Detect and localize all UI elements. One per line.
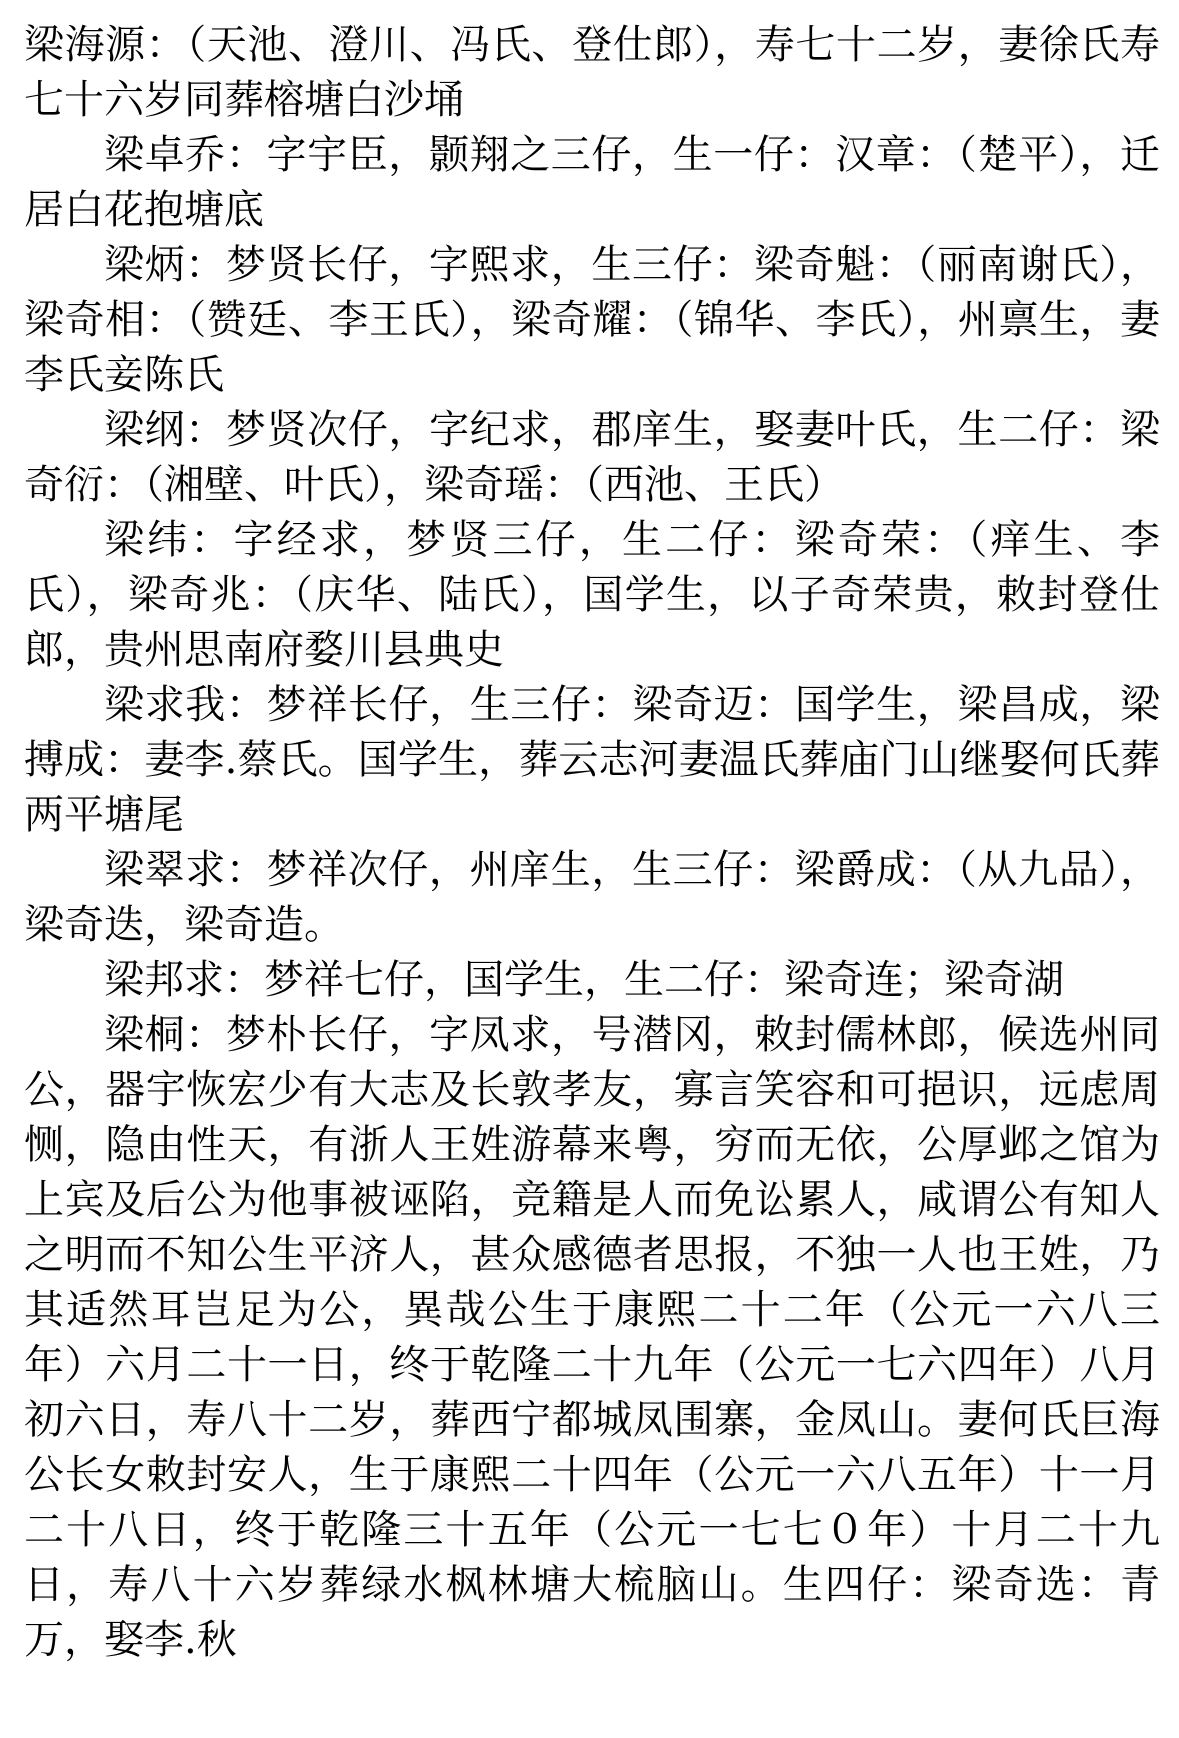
genealogy-entry-liang-gang: 梁纲：梦贤次仔，字纪求，郡庠生，娶妻叶氏，生二仔：梁奇衍：（湘壁、叶氏），梁奇瑶：（西池、王氏）: [24, 407, 1160, 508]
genealogy-entry-liang-bing: 梁炳：梦贤长仔，字熙求，生三仔：梁奇魁：（丽南谢氏），梁奇相：（赞廷、李王氏），梁奇耀：（锦华、李氏），州禀生，妻李氏妾陈氏: [24, 242, 1160, 398]
genealogy-entry-liang-bangqiu: 梁邦求：梦祥七仔，国学生，生二仔：梁奇连；梁奇湖: [104, 957, 1064, 1003]
genealogy-entry-liang-qiuwo: 梁求我：梦祥长仔，生三仔：梁奇迈：国学生，梁昌成，梁搏成：妻李.蔡氏。国学生，葬云志河妻温氏葬庙门山继娶何氏葬两平塘尾: [24, 682, 1160, 838]
genealogy-entry-liang-haiyuan: 梁海源：（天池、澄川、冯氏、登仕郎），寿七十二岁，妻徐氏寿七十六岁同葬榕塘白沙埇: [24, 22, 1160, 123]
document-page: [24, 18, 1160, 1668]
genealogy-entry-liang-tong: 梁桐：梦朴长仔，字凤求，号潜冈，敕封儒林郎，候选州同公，器宇恢宏少有大志及长敦孝友，寡言笑容和可挹识，远虑周恻，隐由性天，有浙人王姓游幕来粤，穷而无依，公厚邺之馆为上宾及后公为他事被诬陷，竞籍是人而免讼累人，咸谓公有知人之明而不知公生平济人，甚众感德者思报，不独一人也王姓，乃其适然耳岂足为公，異哉公生于康熙二十二年（公元一六八三年）六月二十一日，终于乾隆二十九年（公元一七六四年）八月初六日，寿八十二岁，葬西宁都城凤围寨，金凤山。妻何氏巨海公长女敕封安人，生于康熙二十四年（公元一六八五年）十一月二十八日，终于乾隆三十五年（公元一七七０年）十月二十九日，寿八十六岁葬绿水枫林塘大梳脑山。生四仔：梁奇选：青万，娶李.秋: [24, 1012, 1160, 1663]
genealogy-entry-liang-cuiqiu: 梁翠求：梦祥次仔，州庠生，生三仔：梁爵成：（从九品），梁奇迭，梁奇造。: [24, 847, 1160, 948]
genealogy-entry-liang-wei: 梁纬：字经求，梦贤三仔，生二仔：梁奇荣：（痒生、李氏），梁奇兆：（庆华、陆氏），国学生，以子奇荣贵，敕封登仕郎，贵州思南府婺川县典史: [24, 517, 1160, 673]
genealogy-entry-liang-zhuoqiao: 梁卓乔：字宇臣，颢翔之三仔，生一仔：汉章：（楚平），迁居白花抱塘底: [24, 132, 1160, 233]
